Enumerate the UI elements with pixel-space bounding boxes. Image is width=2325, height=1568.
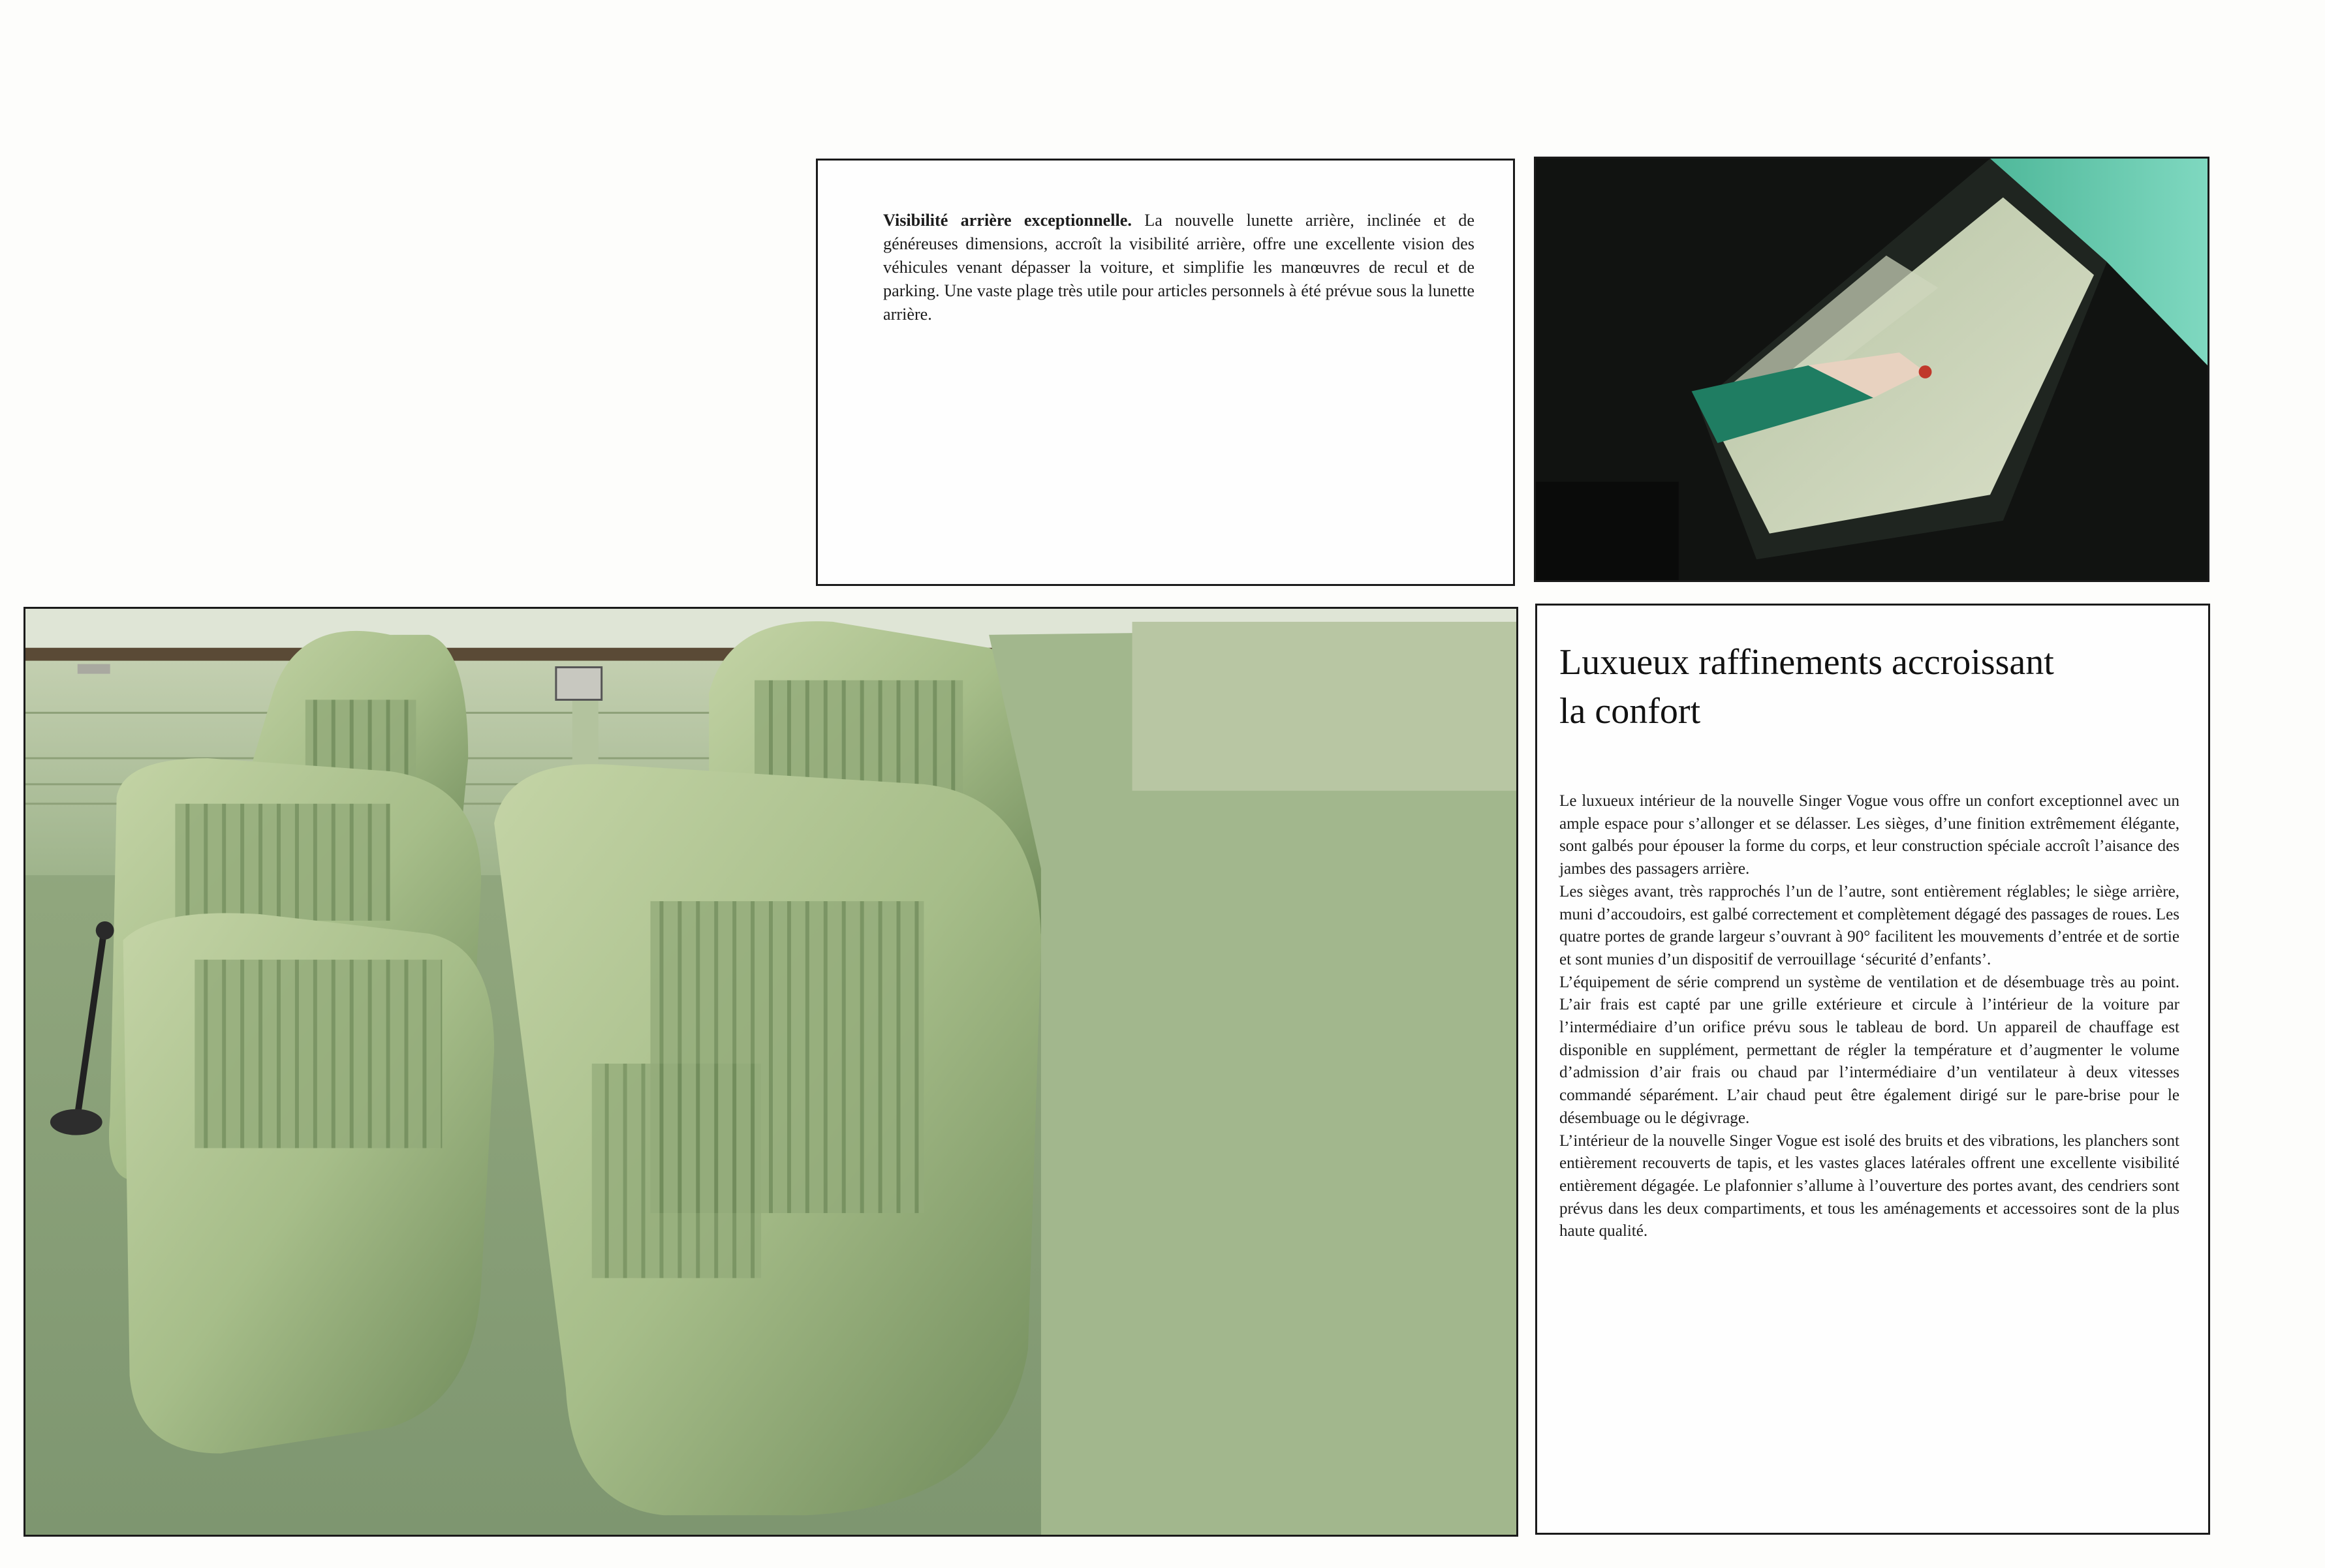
comfort-body [1559,790,2179,1243]
comfort-text-box [1535,604,2210,1535]
visibility-text: La nouvelle lunette arrière, inclinée et de généreuses dimensions, accroît la visibilité arrière, offre une excellente vision des véhicules venant dépasser la voiture, et simplifie les manœuvres de recul et de parking. Une vaste plage très utile pour articles personnels à été prévue sous la lunette arrière. [883,211,1475,324]
comfort-heading-line1: Luxueux raffinements accroissant [1559,642,2054,683]
comfort-heading-line2: la confort [1559,691,1701,731]
rear-shelf-photo [1534,157,2209,582]
interior-seats-photo [23,607,1518,1537]
comfort-paragraph-1: Le luxueux intérieur de la nouvelle Singer Vogue vous offre un confort exceptionnel avec un ample espace pour s’allonger et se délasser. Les sièges, d’une finition extrêmement élégante, sont galbés pour épouser la forme du corps, et leur construction spéciale accroît l’aisance des jambes des passagers arrière. [1559,792,2179,878]
visibility-title: Visibilité arrière exceptionnelle. [883,211,1132,230]
interior-seats-illustration [25,609,1516,1535]
visibility-paragraph [883,209,1475,326]
comfort-paragraph-3: L’équipement de série comprend un système de ventilation et de désembuage très au point. L’air frais est capté par une grille extérieure et circule à l’intérieur de la voiture par l’intermédiaire d’un orifice prévu sous le tableau de bord. Un appareil de chauffage est disponible en supplément, permettant de régler la température et d’augmenter le volume d’admission d’air frais ou chaud par l’intermédiaire d’un ventilateur à deux vitesses commandé séparément. L’air chaud peut être également dirigé sur le pare-brise pour le désembuage ou le dégivrage. [1559,973,2179,1127]
comfort-paragraph-4: L’intérieur de la nouvelle Singer Vogue est isolé des bruits et des vibrations, les planchers sont entièrement recouverts de tapis, et les vastes glaces latérales offrent une excellente visibilité entièrement dégagée. Le plafonnier s’allume à l’ouverture des portes avant, des cendriers sont prévus dans les deux compartiments, et tous les aménagements et accessoires sont de la plus haute qualité. [1559,1131,2179,1240]
rear-shelf-illustration [1536,159,2208,580]
comfort-heading [1559,638,2186,736]
comfort-paragraph-2: Les sièges avant, très rapprochés l’un de l’autre, sont entièrement réglables; le siège arrière, muni d’accoudoirs, est galbé correctement et complètement dégagé des passages de roues. Les quatre portes de grande largeur s’ouvrant à 90° facilitent les mouvements d’entrée et de sortie et sont munies d’un dispositif de verrouillage ‘sécurité d’enfants’. [1559,882,2179,968]
visibility-text-box [816,159,1515,586]
